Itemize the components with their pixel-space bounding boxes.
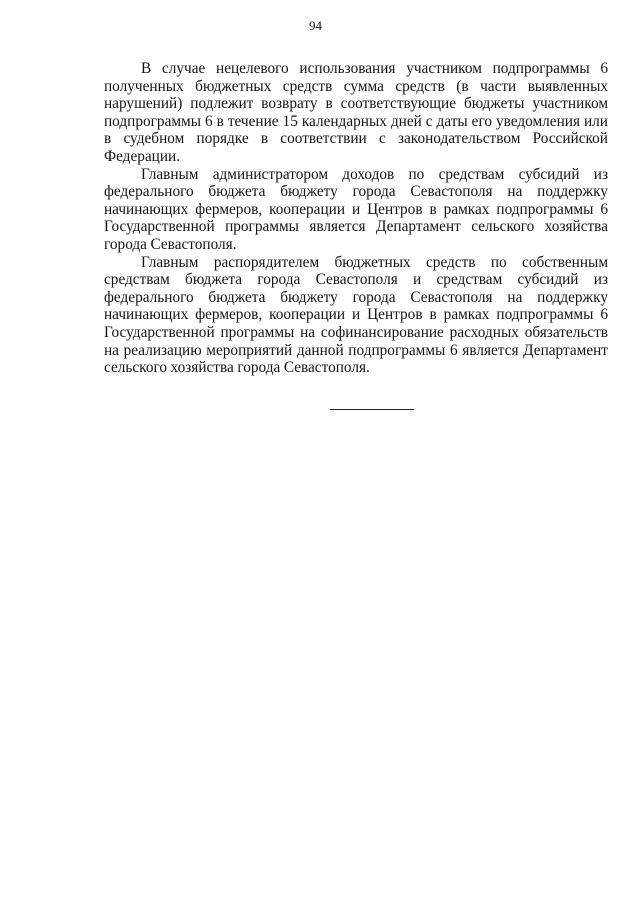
document-body: [104, 60, 608, 377]
page-number: 94: [309, 18, 322, 33]
paragraph-revenue-administrator: Главным администратором доходов по средствам субсидий из федерального бюджета бюджету города Севастополя на поддержку начинающих фермеров, кооперации и Центров в рамках подпрограммы 6 Государственной программы является Департамент сельского хозяйства города Севастополя.: [104, 165, 608, 253]
paragraph-budget-manager: Главным распорядителем бюджетных средств по собственным средствам бюджета города Севастополя и средствам субсидий из федерального бюджета бюджету города Севастополя на поддержку начинающих фермеров, кооперации и Центров в рамках подпрограммы 6 Государственной программы на софинансирование расходных обязательств на реализацию мероприятий данной подпрограммы 6 является Департамент сельского хозяйства города Севастополя.: [104, 253, 608, 377]
end-of-text-divider: [330, 409, 414, 410]
paragraph-misuse-refund: В случае нецелевого использования участником подпрограммы 6 полученных бюджетных средств сумма средств (в части выявленных нарушений) подлежит возврату в соответствующие бюджеты участником подпрограммы 6 в течение 15 календарных дней с даты его уведомления или в судебном порядке в соответствии с законодательством Российской Федерации.: [104, 60, 608, 165]
